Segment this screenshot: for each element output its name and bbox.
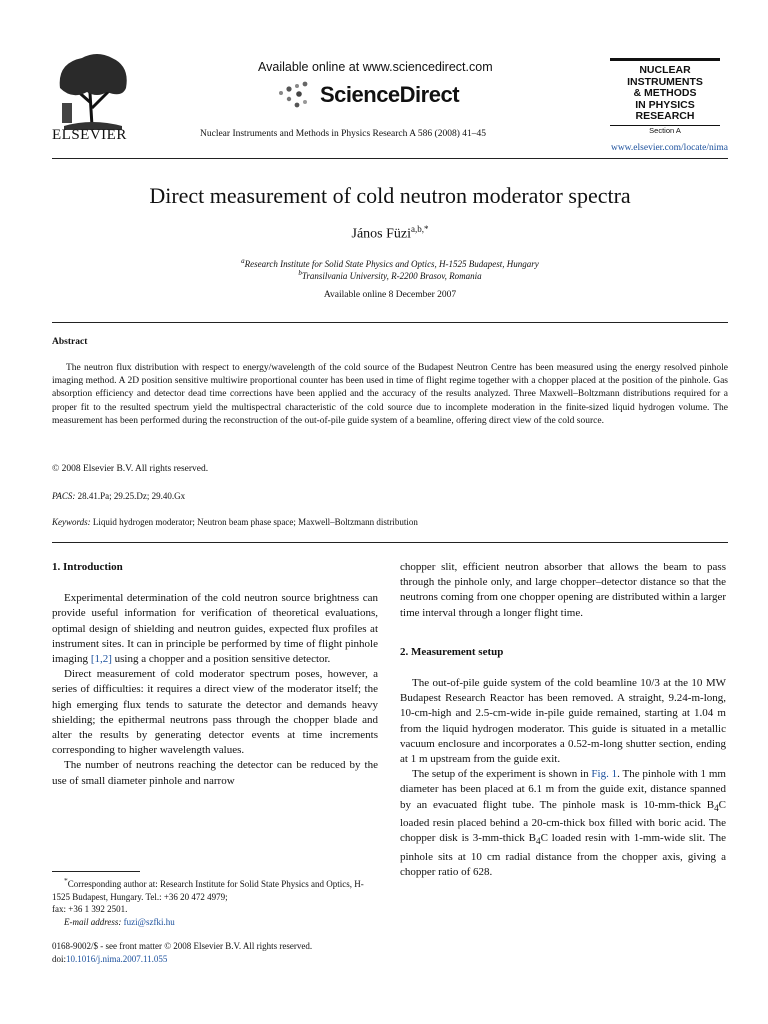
email-label: E-mail address: [64,916,122,927]
keywords-value: Liquid hydrogen moderator; Neutron beam phase space; Maxwell–Boltzmann distribution [92,517,418,527]
paragraph [400,767,726,880]
front-matter [52,940,312,966]
affiliation-text: Transilvania University, R-2200 Brasov, Romania [301,271,482,281]
doi-link[interactable]: 10.1016/j.nima.2007.11.055 [66,954,168,964]
corresponding-author-footnote [52,875,378,928]
paragraph: chopper slit, efficient neutron absorber that allows the beam to pass through the pinhole only, and large chopper–detector distance so that the neutrons coming from one chopper opening are distributed within a larger time interval through a longer flight time. [400,561,726,619]
journal-logo-line: RESEARCH [635,110,695,122]
author-line [52,224,728,243]
article-title: Direct measurement of cold neutron moderator spectra [149,183,631,208]
keywords-label: Keywords: [52,517,91,527]
publisher-wordmark: ELSEVIER [52,127,127,143]
available-date: Available online 8 December 2007 [323,290,457,300]
affiliation-mark: a [241,257,245,265]
journal-section: Section A [610,125,720,135]
affiliation-b [52,269,728,281]
doi-line [52,953,312,966]
paragraph-text: . The pinhole with 1 mm diameter has been placed at 6.1 m from the guide exit, distance spanned by an evacuated flight tube. The pinhole mask is 10-mm-thick B [400,768,726,811]
paragraph-text: C loaded resin placed behind a 20-cm-thick box filled with boric acid. The chopper disk is 3-mm-thick B [400,798,726,845]
journal-logo-line: & METHODS [633,87,697,99]
paragraph: The number of neutrons reaching the detector can be reduced by the use of small diameter pinhole and narrow [52,759,378,787]
abstract-copyright: © 2008 Elsevier B.V. All rights reserved. [52,464,209,474]
paragraph-text: C loaded resin with 1-mm-wide slit. The pinhole sits at 10 cm radial distance from the chopper axis, giving a chopper ratio of 628. [400,832,726,878]
pacs-value: 28.41.Pa; 29.25.Dz; 29.40.Gx [77,491,186,501]
affiliation-a [52,257,728,269]
paragraph: The out-of-pile guide system of the cold beamline 10/3 at the 10 MW Budapest Research Reactor has been removed. A straight, 9.24-m-long, 10-cm-high and 2.5-cm-wide in-pile guide remained, starting at 1.04 m from the liquid hydrogen moderator. This guide is situated in a metallic vacuum enclosure and incorporates a 0.52-m-long shutter section, ending at 1 m upstream from the guide exit. [400,677,726,766]
subscript: 4 [714,802,719,813]
paragraph-text: using a chopper and a position sensitive detector. [111,653,331,666]
footnote-fax: fax: +36 1 392 2501. [52,904,128,914]
paragraph [52,591,378,667]
subscript: 4 [535,836,541,847]
journal-logo-line: IN PHYSICS [635,98,695,111]
section-heading-introduction: 1. Introduction [52,561,123,573]
journal-logo [610,58,720,123]
pacs-label: PACS: [52,491,76,501]
journal-logo-line: NUCLEAR [639,64,691,76]
abstract-heading: Abstract [52,337,88,347]
available-online-notice[interactable]: Available online at www.sciencedirect.com [258,60,493,74]
email-link[interactable]: fuzi@szfki.hu [123,916,175,927]
footnote-body: Corresponding author at: Research Institute for Solid State Physics and Optics, H-1525 Budapest, Hungary. Tel.: +36 20 472 4979; [52,879,364,902]
keywords-line [52,517,418,527]
affiliation-text: Research Institute for Solid State Physics and Optics, H-1525 Budapest, Hungary [244,259,539,269]
figure-link[interactable]: Fig. 1 [591,768,618,781]
sciencedirect-wordmark: ScienceDirect [320,82,460,107]
footnote-mark: * [64,876,68,885]
abstract-top-rule [52,322,728,323]
issn-line: 0168-9002/$ - see front matter © 2008 Elsevier B.V. All rights reserved. [52,941,313,951]
doi-label: doi: [52,954,67,964]
right-column [400,560,726,880]
abstract-bottom-rule [52,542,728,543]
journal-citation: Nuclear Instruments and Methods in Physics Research A 586 (2008) 41–45 [200,129,487,139]
header-divider [52,158,728,159]
footnote-email-line [52,916,378,929]
citation-link[interactable]: [1,2] [90,653,112,666]
paragraph-text: The setup of the experiment is shown in [412,768,592,781]
author-name: János Füzi [351,226,411,242]
pacs-line [52,491,185,501]
footnote-text [52,875,378,903]
section-heading-measurement-setup: 2. Measurement setup [400,645,504,658]
affiliation-mark: b [298,269,302,277]
left-column [52,560,378,789]
journal-url-link[interactable]: www.elsevier.com/locate/nima [610,143,728,153]
sciencedirect-dots-icon [275,80,315,108]
journal-logo-line: INSTRUMENTS [627,75,703,88]
author-superscript: a,b,* [411,224,429,234]
paragraph-text: Experimental determination of the cold neutron source brightness can provide useful information for verification of theoretical evaluations, optimal design of shielding and neutron guides, expected flux profiles at instrument sites. It can in principle be performed by time of flight pinhole imaging [52,592,378,666]
paragraph: Direct measurement of cold moderator spectrum poses, however, a series of difficulties: it requires a direct view of the moderator itself; the high emerging flux tends to saturate the detector and demands heavy shielding; the epithermal neutrons pass through the chopper blade and alter the results by generating detector events at time increments corresponding to higher wavelength values. [52,668,378,757]
abstract-text: The neutron flux distribution with respect to energy/wavelength of the cold source of the Budapest Neutron Centre has been measured using the energy resolved pinhole imaging method. A 2D position sensitive multiwire proportional counter has been used in time of flight regime together with a chopper placed at the position of the pinhole. Gas absorption efficiency and detector dead time corrections have been applied and the accuracy of the results analyzed. Three Maxwell–Boltzmann distributions required for a proper fit to the resulted spectrum yield the multispectral characteristic of the cold source due to incomplete moderation in the finite-sized liquid hydrogen volume. The measurement has been performed during the reconstruction of the out-of-pile guide system of a beamline, offering direct view of the cold source. [52,363,728,426]
footnote-rule [52,871,140,872]
